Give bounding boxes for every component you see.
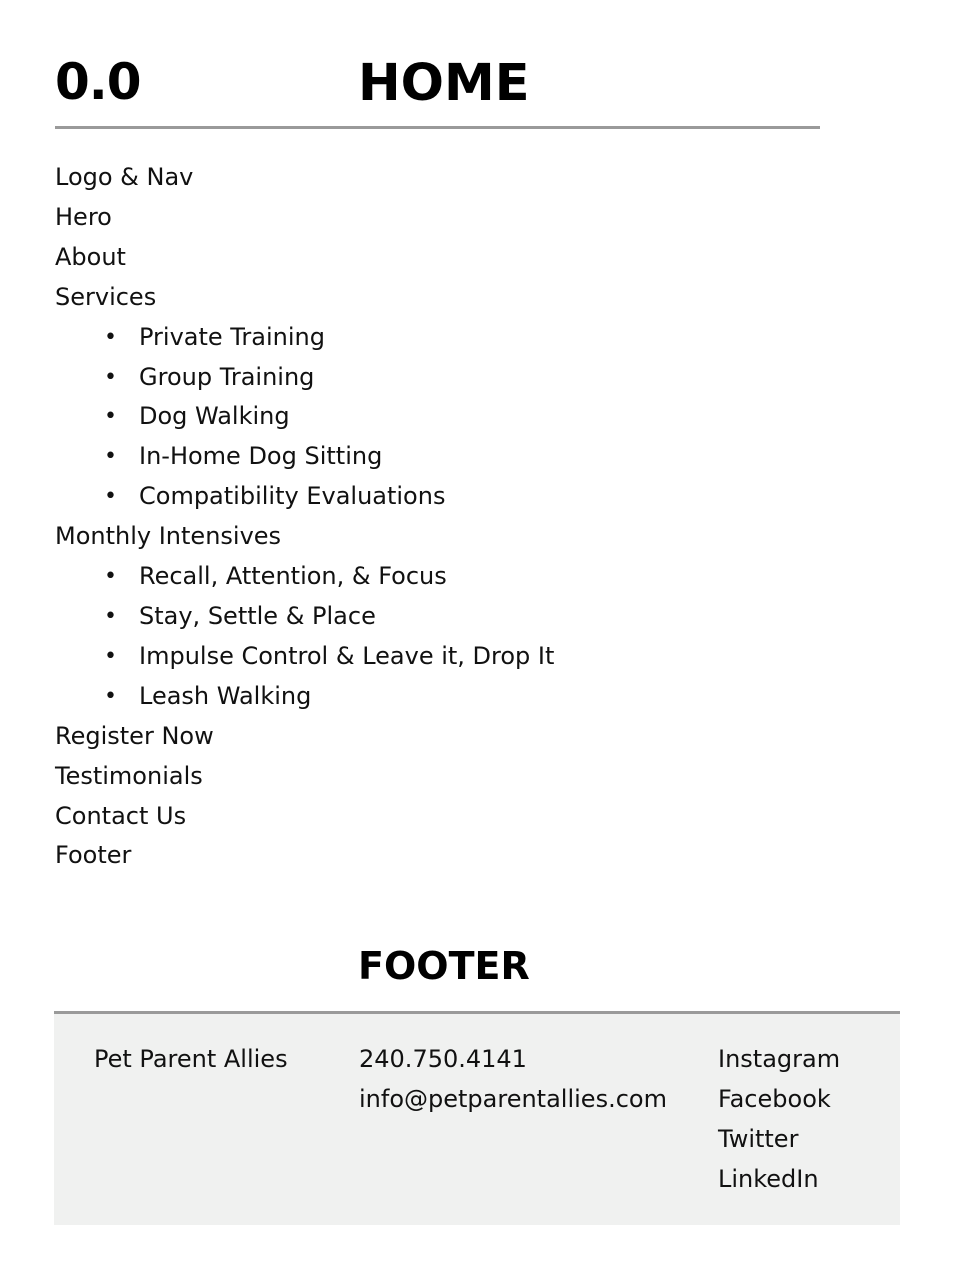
bullet-icon: • [104,643,117,669]
bullet-icon: • [104,404,117,430]
sub-item-leash-walking: • Leash Walking [55,677,554,717]
bullet-icon: • [104,484,117,510]
sub-item-recall: • Recall, Attention, & Focus [55,557,554,597]
footer-contact-column [359,1040,667,1120]
footer-social-linkedin: LinkedIn [718,1164,819,1193]
footer-brand-column [94,1040,288,1080]
footer-social-column [718,1040,840,1200]
sitemap-item-footer: Footer [55,841,132,870]
sitemap-item-logo-nav: Logo & Nav [55,163,194,191]
sitemap-item-monthly-intensives [55,517,554,717]
sitemap-item-testimonials: Testimonials [55,761,203,790]
page-number: 0.0 [55,53,141,111]
bullet-icon: • [104,683,117,709]
footer-social-facebook: Facebook [718,1084,831,1113]
sub-item-dog-sitting: • In-Home Dog Sitting [55,437,554,477]
sitemap-item-services [55,278,554,517]
intensives-sublist [55,557,554,717]
sub-item-evaluations: • Compatibility Evaluations [55,477,554,517]
sub-item-impulse-control: • Impulse Control & Leave it, Drop It [55,637,554,677]
sitemap-item-label: Services [55,282,157,311]
sitemap-item-label: Monthly Intensives [55,522,282,551]
sitemap-item-hero: Hero [55,202,112,231]
title-divider [55,126,820,129]
sitemap-item-about: About [55,242,126,271]
services-sublist [55,318,554,518]
sub-item-dog-walking: • Dog Walking [55,397,554,437]
sub-item-stay: • Stay, Settle & Place [55,597,554,637]
sitemap-list [55,158,554,876]
sub-item-group-training: • Group Training [55,358,554,398]
footer-brand: Pet Parent Allies [94,1045,288,1073]
bullet-icon: • [104,564,117,590]
footer-social-instagram: Instagram [718,1045,841,1073]
footer-social-twitter: Twitter [718,1124,799,1153]
footer-title: FOOTER [358,944,530,988]
sitemap-item-contact-us: Contact Us [55,801,187,830]
sitemap-item-register-now: Register Now [55,721,214,750]
sub-item-private-training: • Private Training [55,318,554,358]
bullet-icon: • [104,444,117,470]
footer-email: info@petparentallies.com [359,1084,667,1113]
footer-phone: 240.750.4141 [359,1045,527,1073]
bullet-icon: • [104,603,117,629]
bullet-icon: • [104,324,117,350]
bullet-icon: • [104,364,117,390]
page-title: HOME [358,54,530,113]
